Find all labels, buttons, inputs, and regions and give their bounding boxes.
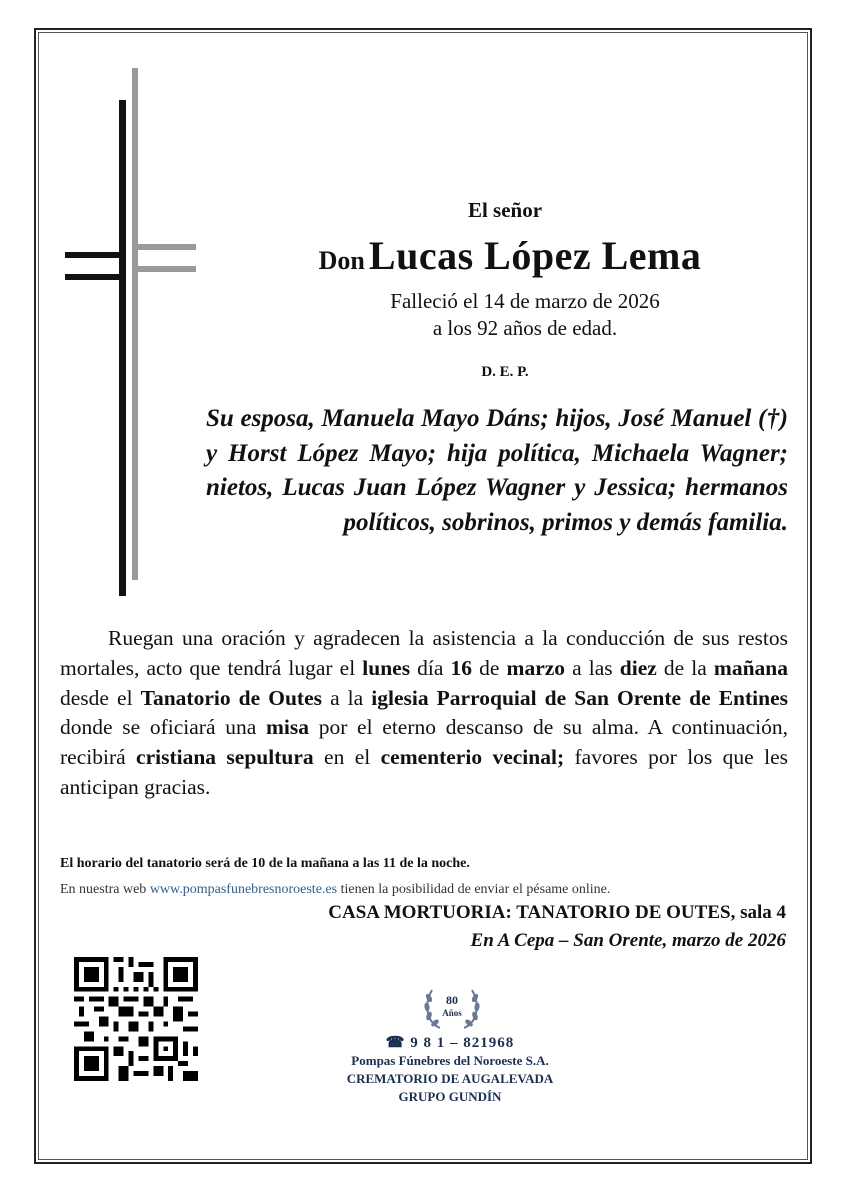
deceased-name: [240, 232, 780, 279]
company-name: Pompas Fúnebres del Noroeste S.A.: [351, 1053, 549, 1068]
company-group: GRUPO GUNDÍN: [398, 1089, 502, 1104]
cross-icon: [62, 68, 202, 598]
laurel-80-years-icon: [420, 982, 484, 1034]
web-note: En nuestra web www.pompasfunebresnoroeste.es tienen la posibilidad de enviar el pésame online.: [60, 882, 611, 897]
name-prefix: Don: [318, 246, 365, 275]
casa-mortuoria: CASA MORTUORIA: TANATORIO DE OUTES, sala 4: [328, 902, 786, 923]
qr-code-icon: [74, 957, 198, 1081]
death-date: Falleció el 14 de marzo de 2026: [390, 289, 660, 313]
company-footer: [300, 1034, 600, 1106]
phone-icon: ☎: [385, 1035, 406, 1051]
age: a los 92 años de edad.: [432, 316, 618, 340]
death-info: [330, 288, 720, 342]
full-name: Lucas López Lema: [368, 233, 702, 278]
place-date: En A Cepa – San Orente, marzo de 2026: [470, 930, 786, 951]
heading: El señor: [467, 198, 543, 222]
badge-number: 80: [446, 993, 458, 1007]
dep: D. E. P.: [481, 364, 529, 380]
crematorio: CREMATORIO DE AUGALEVADA: [346, 1071, 554, 1086]
website-link[interactable]: www.pompasfunebresnoroeste.es: [149, 882, 338, 897]
service-paragraph: Ruegan una oración y agradecen la asistencia a la conducción de sus restos mortales, acto que tendrá lugar el lunes día 16 de marzo a las diez de la mañana desde el Tanatorio de Outes a la iglesia Parroquial de San Orente de Entines donde se oficiará una misa por el eterno descanso de su alma. A continuación, recibirá cristiana sepultura en el cementerio vecinal; favores por los que les anticipan gracias.: [60, 626, 789, 799]
tanatorio-hours: El horario del tanatorio será de 10 de la mañana a las 11 de la noche.: [60, 856, 470, 871]
family-list: Su esposa, Manuela Mayo Dáns; hijos, José Manuel (†) y Horst López Mayo; hija política, Michaela Wagner; nietos, Lucas Juan López Wagner y Jessica; hermanos políticos, sobrinos, primos y demás familia.: [206, 405, 788, 536]
company-phone: ☎ 9 8 1 – 821968: [385, 1035, 515, 1051]
badge-word: Años: [442, 1008, 462, 1018]
